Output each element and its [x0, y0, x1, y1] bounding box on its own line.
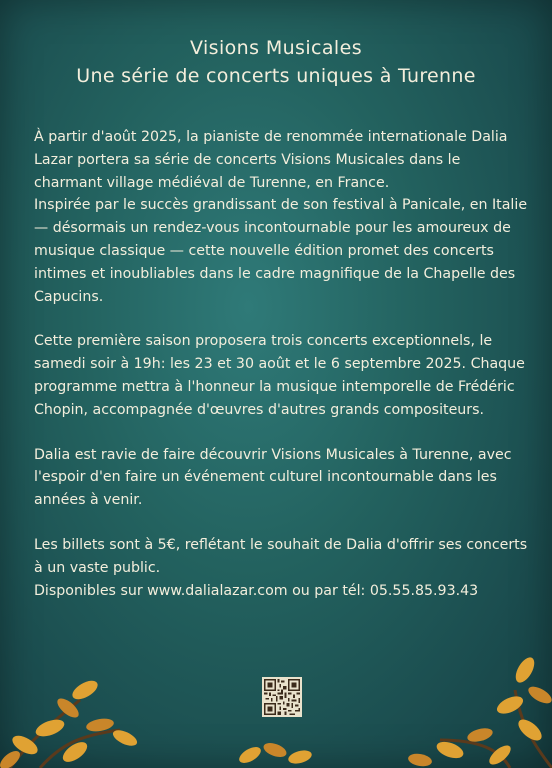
paragraph-intro: À partir d'août 2025, la pianiste de renommée internationale Dalia Lazar portera sa série de concerts Visions Musicales dans le charmant village médiéval de Turenne, en France.	[34, 129, 508, 191]
paragraph-dalia: Dalia est ravie de faire découvrir Visions Musicales à Turenne, avec l'espoir d'en faire un événement culturel incontournable dans les années à venir.	[34, 446, 512, 509]
paragraph-tickets: Les billets sont à 5€, reflétant le souhait de Dalia d'offrir ses concerts à un vaste public.	[34, 536, 528, 576]
leaves-right-decoration	[400, 650, 552, 768]
leaves-center-decoration	[220, 735, 330, 768]
leaves-left-decoration	[0, 660, 150, 768]
paragraph-inspiration: Inspirée par le succès grandissant de son festival à Panicale, en Italie — désormais un rendez-vous incontournable pour les amoureux de musique classique — cette nouvelle édition promet des concerts intimes et inoubliables dans le cadre magnifique de la Chapelle des Capucins.	[34, 197, 528, 305]
poster-header	[0, 34, 552, 90]
poster-title: Visions Musicales	[189, 37, 362, 59]
poster-subtitle: Une série de concerts uniques à Turenne	[76, 65, 476, 87]
paragraph-season: Cette première saison proposera trois concerts exceptionnels, le samedi soir à 19h: les 23 et 30 août et le 6 septembre 2025. Chaque programme mettra à l'honneur la musique intemporelle de Frédéric Chopin, accompagnée d'œuvres d'autres grands compositeurs.	[34, 333, 525, 418]
poster-body	[34, 126, 530, 602]
paragraph-availability: Disponibles sur www.dalialazar.com ou par tél: 05.55.85.93.43	[34, 582, 479, 599]
qr-code-icon[interactable]	[262, 677, 302, 717]
